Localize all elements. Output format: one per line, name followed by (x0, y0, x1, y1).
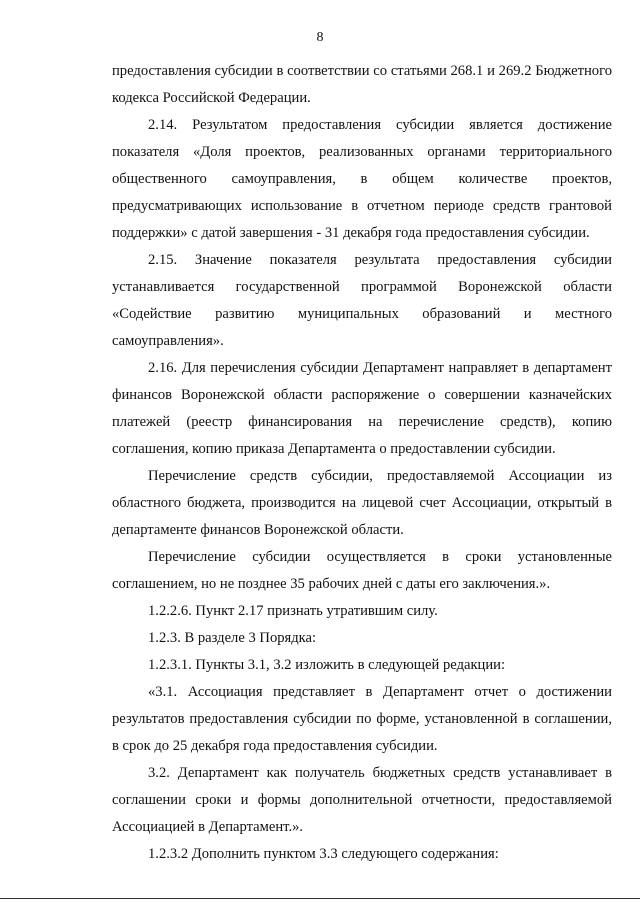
paragraph: 2.16. Для перечисления субсидии Департамент направляет в департамент финансов Воронежской области распоряжение о совершении казначейских платежей (реестр финансирования на перечисление средств), копию соглашения, копию приказа Департамента о предоставлении субсидии. (112, 360, 612, 457)
paragraph: 1.2.3. В разделе 3 Порядка: (148, 630, 317, 646)
paragraph: «3.1. Ассоциация представляет в Департамент отчет о достижении результатов предоставления субсидии по форме, установленной в соглашении, в срок до 25 декабря года предоставления субсидии. (112, 684, 612, 754)
paragraph: 1.2.3.1. Пункты 3.1, 3.2 изложить в следующей редакции: (148, 657, 506, 673)
paragraph: 1.2.2.6. Пункт 2.17 признать утратившим силу. (148, 603, 438, 619)
paragraph: 2.14. Результатом предоставления субсидии является достижение показателя «Доля проектов, реализованных органами территориального общественного самоуправления, в общем количестве проектов, предусматривающих использование в отчетном периоде средств грантовой поддержки» с датой завершения - 31 декабря года предоставления субсидии. (112, 117, 612, 241)
paragraph: Перечисление субсидии осуществляется в сроки установленные соглашением, но не позднее 35 рабочих дней с даты его заключения.». (112, 549, 612, 592)
paragraph: Перечисление средств субсидии, предоставляемой Ассоциации из областного бюджета, производится на лицевой счет Ассоциации, открытый в департаменте финансов Воронежской области. (112, 468, 612, 538)
page-number: 8 (316, 30, 324, 45)
paragraph: 1.2.3.2 Дополнить пунктом 3.3 следующего содержания: (148, 846, 499, 862)
page-bottom-rule (0, 898, 640, 899)
document-body (112, 58, 612, 868)
paragraph: 3.2. Департамент как получатель бюджетных средств устанавливает в соглашении сроки и формы дополнительной отчетности, предоставляемой Ассоциацией в Департамент.». (112, 765, 612, 835)
paragraph: предоставления субсидии в соответствии со статьями 268.1 и 269.2 Бюджетного кодекса Российской Федерации. (112, 63, 612, 106)
paragraph: 2.15. Значение показателя результата предоставления субсидии устанавливается государственной программой Воронежской области «Содействие развитию муниципальных образований и местного самоуправления». (112, 252, 612, 349)
